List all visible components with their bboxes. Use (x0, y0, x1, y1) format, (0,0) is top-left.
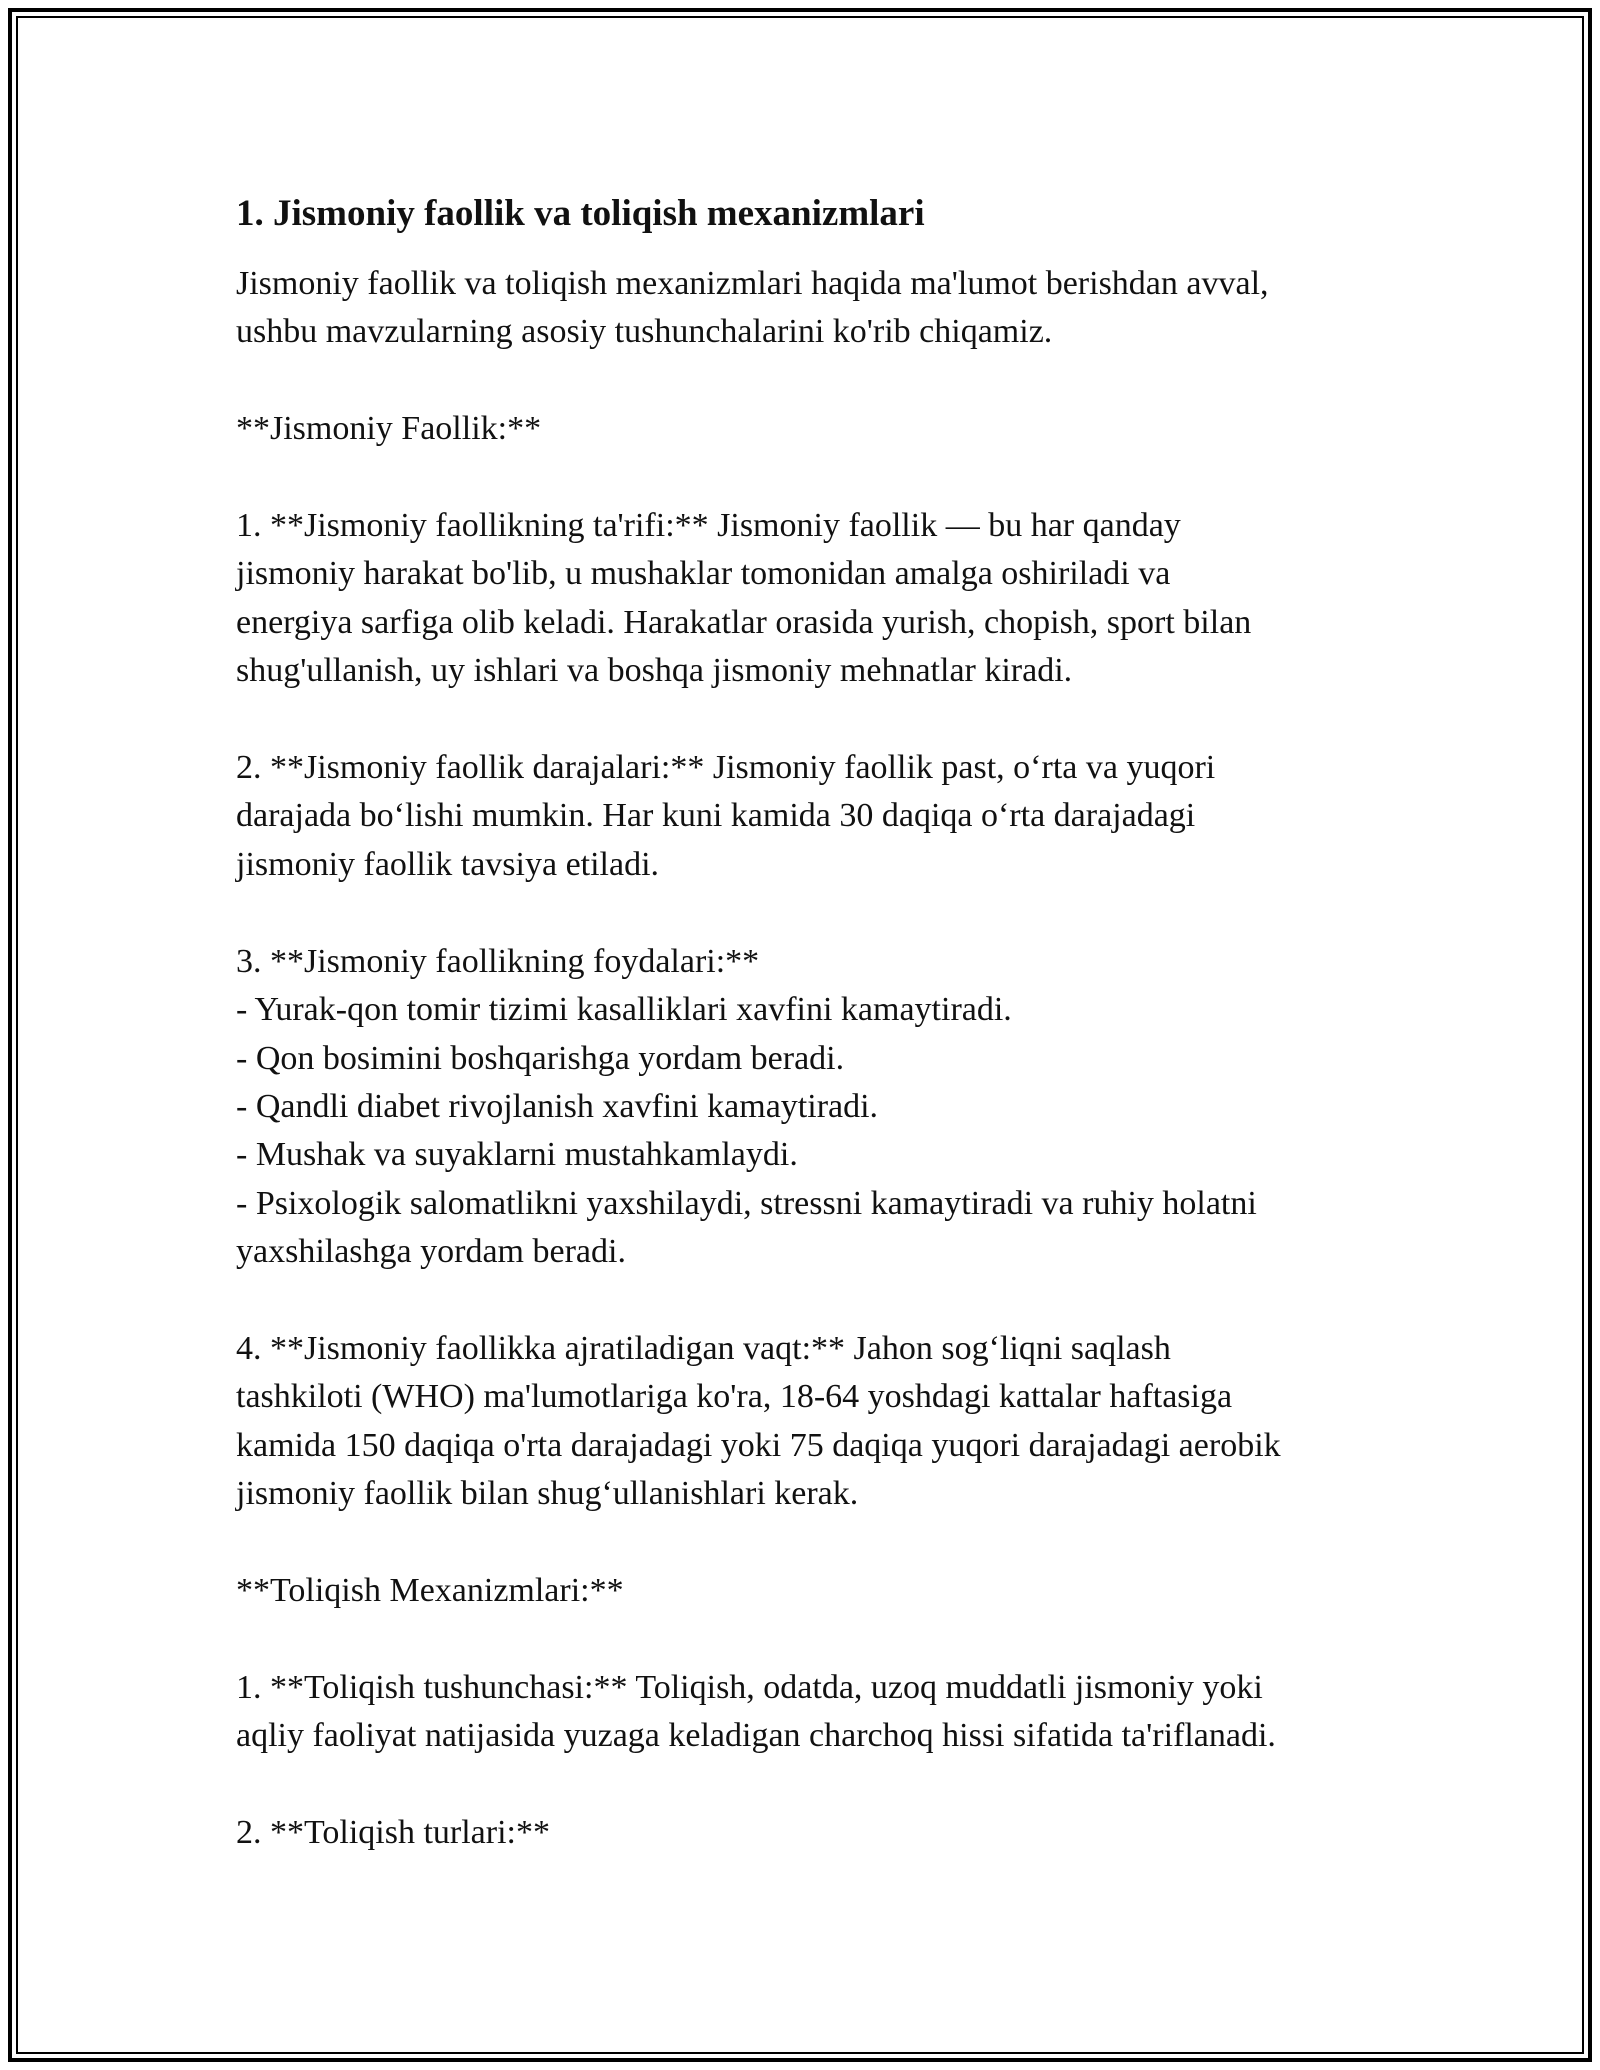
document-title: 1. Jismoniy faollik va toliqish mexanizmlari (236, 193, 925, 234)
document-content (236, 188, 1386, 1857)
list-item-levels: 2. **Jismoniy faollik darajalari:** Jismoniy faollik past, o‘rta va yuqori darajada bo‘lishi mumkin. Har kuni kamida 30 daqiqa o‘rta darajadagi jismoniy faollik tavsiya etiladi. (236, 749, 1216, 883)
list-item-time: 4. **Jismoniy faollikka ajratiladigan vaqt:** Jahon sog‘liqni saqlash tashkiloti (WHO) ma'lumotlariga ko'ra, 18-64 yoshdagi kattalar haftasiga kamida 150 daqiqa o'rta darajadagi yoki 75 daqiqa yuqori darajadagi aerobik jismoniy faollik bilan shug‘ullanishlari kerak. (236, 1329, 1281, 1513)
list-item-fatigue-concept: 1. **Toliqish tushunchasi:** Toliqish, odatda, uzoq muddatli jismoniy yoki aqliy faoliyat natijasida yuzaga keladigan charchoq hissi sifatida ta'riflanadi. (236, 1668, 1276, 1755)
section-heading-toliqish: **Toliqish Mexanizmlari:** (236, 1571, 624, 1609)
list-item-definition: 1. **Jismoniy faollikning ta'rifi:** Jismoniy faollik — bu har qanday jismoniy harakat bo'lib, u mushaklar tomonidan amalga oshiriladi va energiya sarfiga olib keladi. Harakatlar orasida yurish, chopish, sport bilan shug'ullanish, uy ishlari va boshqa jismoniy mehnatlar kiradi. (236, 507, 1252, 690)
list-item-benefits: 3. **Jismoniy faollikning foydalari:** - Yurak-qon tomir tizimi kasalliklari xavfini kamaytiradi. - Qon bosimini boshqarishga yordam beradi. - Qandli diabet rivojlanish xavfini kamaytiradi. - Mushak va suyaklarni mustahkamlaydi. - Psixologik salomatlikni yaxshilaydi, stressni kamaytiradi va ruhiy holatni yaxshilashga yordam beradi. (236, 942, 1257, 1271)
list-item-fatigue-types: 2. **Toliqish turlari:** (236, 1814, 550, 1851)
paragraph-intro: Jismoniy faollik va toliqish mexanizmlari haqida ma'lumot berishdan avval, ushbu mavzularning asosiy tushunchalarini ko'rib chiqamiz. (236, 265, 1269, 351)
document-body (236, 260, 1386, 1857)
section-heading-jismoniy-faollik: **Jismoniy Faollik:** (236, 410, 542, 448)
